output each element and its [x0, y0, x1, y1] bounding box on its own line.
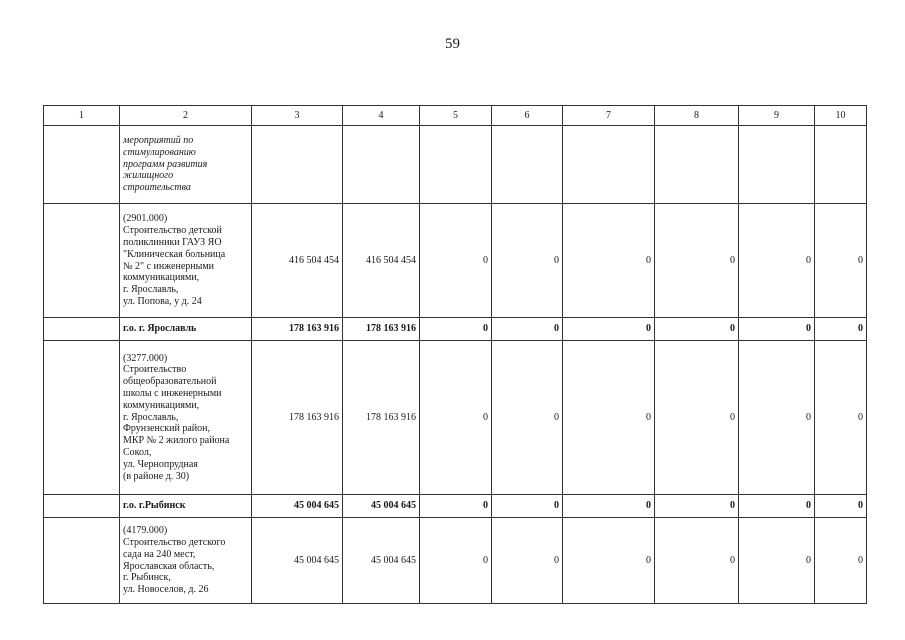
amount-cell-c9: [739, 126, 815, 204]
amount-cell-c8: [655, 126, 739, 204]
description-line: (в районе д. 30): [123, 470, 190, 482]
description-line: ул. Новоселов, д. 26: [123, 584, 209, 596]
amount-cell-c10: 0: [815, 341, 867, 495]
description-line: программ развития: [123, 158, 208, 170]
description-line: сада на 240 мест,: [123, 548, 196, 560]
table-body: [44, 126, 867, 604]
description-cell: [120, 204, 252, 318]
amount-cell-c3: 416 504 454: [252, 204, 343, 318]
page-number: 59: [445, 36, 460, 52]
row-index-cell: [44, 318, 120, 341]
description-cell: [120, 495, 252, 518]
amount-cell-c5: 0: [420, 318, 492, 341]
column-number-header: 2: [120, 106, 252, 126]
description-line: жилищного: [123, 170, 174, 182]
budget-table: [43, 105, 867, 604]
description-line: Ярославская область,: [123, 560, 215, 572]
description-cell: [120, 318, 252, 341]
row-index-cell: [44, 126, 120, 204]
column-number-header: 3: [252, 106, 343, 126]
description-line: (4179.000): [123, 525, 168, 537]
amount-cell-c5: 0: [420, 204, 492, 318]
description-line: Строительство детского: [123, 536, 226, 548]
amount-cell-c5: [420, 126, 492, 204]
table-row: [44, 518, 867, 604]
row-index-cell: [44, 341, 120, 495]
description-line: общеобразовательной: [123, 376, 217, 388]
description-line: коммуникациями,: [123, 272, 200, 284]
amount-cell-c5: 0: [420, 495, 492, 518]
amount-cell-c6: 0: [492, 518, 563, 604]
amount-cell-c7: 0: [563, 204, 655, 318]
amount-cell-c8: 0: [655, 204, 739, 318]
description-cell: [120, 126, 252, 204]
description-line: "Клиническая больница: [123, 248, 226, 260]
amount-cell-c6: 0: [492, 495, 563, 518]
amount-cell-c10: 0: [815, 204, 867, 318]
column-number-header: 5: [420, 106, 492, 126]
column-number-header: 4: [343, 106, 420, 126]
description-line: (3277.000): [123, 352, 168, 364]
table-row: [44, 204, 867, 318]
amount-cell-c7: 0: [563, 318, 655, 341]
row-index-cell: [44, 204, 120, 318]
table-row: [44, 341, 867, 495]
description-line: ул. Попова, у д. 24: [123, 295, 202, 307]
amount-cell-c4: 416 504 454: [343, 204, 420, 318]
description-line: г. Ярославль,: [123, 284, 179, 296]
column-number-header: 8: [655, 106, 739, 126]
table-row: [44, 495, 867, 518]
description-line: г. Ярославль,: [123, 411, 179, 423]
column-number-header: 9: [739, 106, 815, 126]
amount-cell-c9: 0: [739, 495, 815, 518]
amount-cell-c6: 0: [492, 318, 563, 341]
amount-cell-c5: 0: [420, 341, 492, 495]
amount-cell-c7: 0: [563, 495, 655, 518]
amount-cell-c4: [343, 126, 420, 204]
description-line: г.о. г.Рыбинск: [123, 500, 186, 512]
amount-cell-c9: 0: [739, 518, 815, 604]
description-line: (2901.000): [123, 213, 168, 225]
amount-cell-c4: 45 004 645: [343, 495, 420, 518]
amount-cell-c3: 178 163 916: [252, 318, 343, 341]
amount-cell-c3: 45 004 645: [252, 495, 343, 518]
description-line: МКР № 2 жилого района: [123, 435, 230, 447]
column-number-row: [44, 106, 867, 126]
description-line: Строительство: [123, 364, 187, 376]
description-line: Сокол,: [123, 446, 152, 458]
amount-cell-c4: 178 163 916: [343, 341, 420, 495]
amount-cell-c7: 0: [563, 341, 655, 495]
description-line: коммуникациями,: [123, 399, 200, 411]
amount-cell-c6: [492, 126, 563, 204]
description-line: строительства: [123, 182, 191, 194]
amount-cell-c9: 0: [739, 318, 815, 341]
row-index-cell: [44, 518, 120, 604]
description-line: Фрунзенский район,: [123, 423, 211, 435]
amount-cell-c5: 0: [420, 518, 492, 604]
amount-cell-c8: 0: [655, 341, 739, 495]
amount-cell-c3: [252, 126, 343, 204]
amount-cell-c3: 178 163 916: [252, 341, 343, 495]
description-line: г.о. г. Ярославль: [123, 323, 197, 335]
description-line: № 2" с инженерными: [123, 260, 215, 272]
column-number-header: 1: [44, 106, 120, 126]
description-cell: [120, 518, 252, 604]
amount-cell-c10: 0: [815, 518, 867, 604]
amount-cell-c9: 0: [739, 204, 815, 318]
column-number-header: 6: [492, 106, 563, 126]
amount-cell-c8: 0: [655, 495, 739, 518]
amount-cell-c7: [563, 126, 655, 204]
amount-cell-c4: 45 004 645: [343, 518, 420, 604]
amount-cell-c8: 0: [655, 518, 739, 604]
column-number-header: 7: [563, 106, 655, 126]
description-cell: [120, 341, 252, 495]
description-line: Строительство детской: [123, 225, 222, 237]
description-line: поликлиники ГАУЗ ЯО: [123, 236, 222, 248]
description-line: мероприятий по: [123, 135, 194, 146]
amount-cell-c9: 0: [739, 341, 815, 495]
amount-cell-c10: 0: [815, 495, 867, 518]
amount-cell-c4: 178 163 916: [343, 318, 420, 341]
amount-cell-c3: 45 004 645: [252, 518, 343, 604]
amount-cell-c7: 0: [563, 518, 655, 604]
amount-cell-c8: 0: [655, 318, 739, 341]
amount-cell-c6: 0: [492, 204, 563, 318]
description-line: школы с инженерными: [123, 388, 222, 399]
amount-cell-c6: 0: [492, 341, 563, 495]
description-line: ул. Чернопрудная: [123, 458, 198, 470]
table-row: [44, 126, 867, 204]
amount-cell-c10: [815, 126, 867, 204]
description-line: г. Рыбинск,: [123, 572, 171, 584]
column-number-header: 10: [815, 106, 867, 126]
description-line: стимулированию: [123, 146, 196, 158]
table-row: [44, 318, 867, 341]
amount-cell-c10: 0: [815, 318, 867, 341]
row-index-cell: [44, 495, 120, 518]
